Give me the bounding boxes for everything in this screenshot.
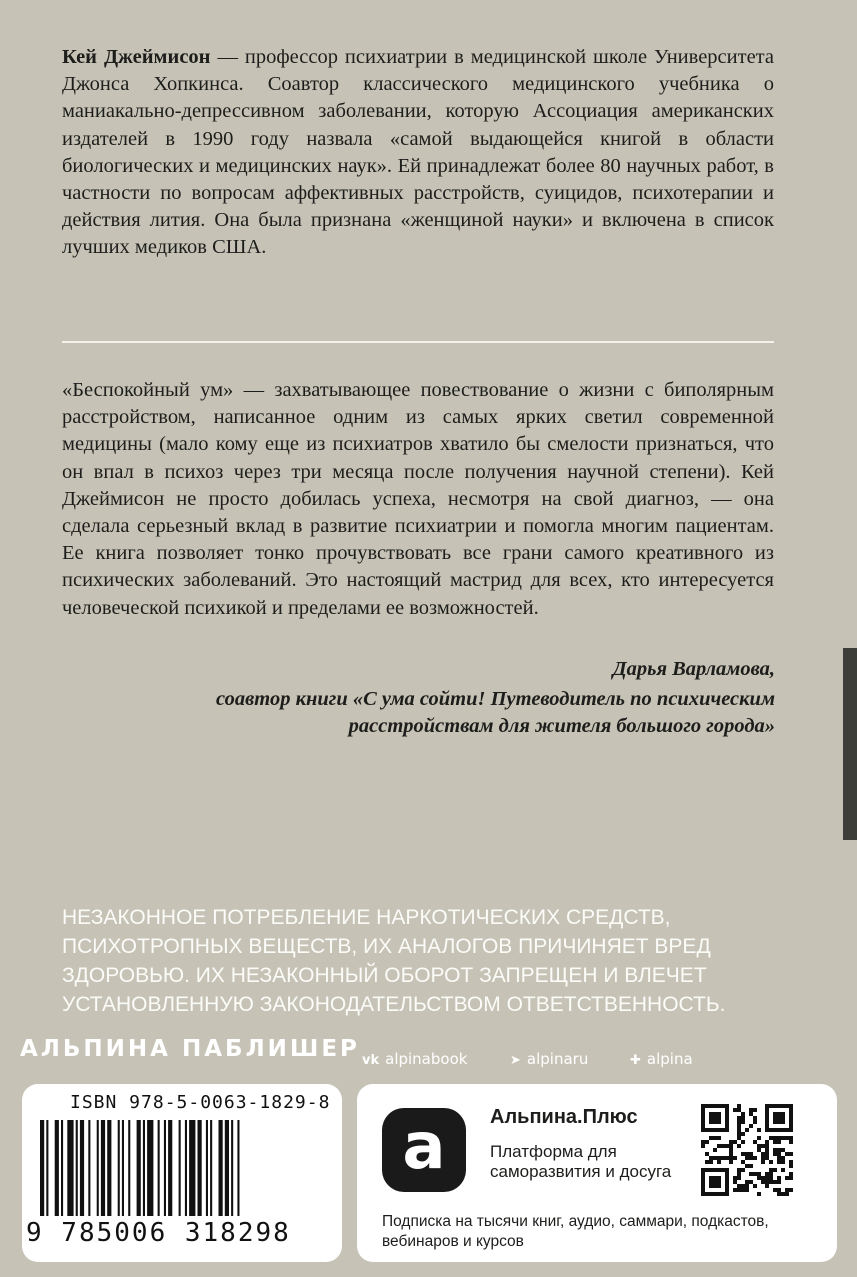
qr-module xyxy=(737,1168,741,1172)
qr-module xyxy=(745,1180,749,1184)
barcode-bar xyxy=(118,1120,120,1216)
qr-module xyxy=(745,1156,749,1160)
barcode-bar xyxy=(46,1120,48,1216)
barcode-bar xyxy=(210,1120,212,1216)
qr-module xyxy=(729,1160,733,1164)
barcode-bar xyxy=(122,1120,124,1216)
qr-module xyxy=(701,1144,705,1148)
legal-warning: НЕЗАКОННОЕ ПОТРЕБЛЕНИЕ НАРКОТИЧЕСКИХ СРЕДСТВ, ПСИХОТРОПНЫХ ВЕЩЕСТВ, ИХ АНАЛОГОВ ПРИЧИНЯЕТ ВРЕД ЗДОРОВЬЮ. ИХ НЕЗАКОННЫЙ ОБОРОТ ЗАПРЕЩЕН И ВЛЕЧЕТ УСТАНОВЛЕННУЮ ЗАКОНОДАТЕЛЬСТВОМ ОТВЕТСТВЕННОСТЬ. xyxy=(62,906,726,1016)
qr-module xyxy=(777,1180,781,1184)
qr-module xyxy=(773,1180,777,1184)
qr-module xyxy=(741,1168,745,1172)
spine-edge xyxy=(843,648,857,840)
plus-circle-icon: ✚ xyxy=(630,1053,641,1068)
qr-module xyxy=(777,1160,781,1164)
qr-module xyxy=(749,1156,753,1160)
qr-module xyxy=(741,1160,745,1164)
barcode-bar xyxy=(225,1120,229,1216)
social-alpina xyxy=(630,1050,693,1068)
qr-module xyxy=(781,1156,785,1160)
barcode-bar xyxy=(128,1120,130,1216)
qr-module xyxy=(781,1136,785,1140)
qr-module xyxy=(705,1152,709,1156)
qr-module xyxy=(737,1184,741,1188)
qr-module xyxy=(701,1140,705,1144)
barcode-bar xyxy=(80,1120,84,1216)
qr-module xyxy=(705,1140,709,1144)
qr-code-icon xyxy=(701,1104,793,1196)
qr-module xyxy=(765,1156,769,1160)
qr-module xyxy=(777,1188,781,1192)
qr-module xyxy=(777,1192,781,1196)
qr-module xyxy=(733,1180,737,1184)
barcode-bar xyxy=(137,1120,141,1216)
qr-module xyxy=(769,1172,773,1176)
qr-module xyxy=(717,1160,721,1164)
qr-module xyxy=(789,1176,793,1180)
alpina-plus-card xyxy=(357,1084,837,1262)
qr-module xyxy=(737,1136,741,1140)
qr-module xyxy=(765,1184,769,1188)
qr-module xyxy=(773,1140,777,1144)
author-bio-text: — профессор психиатрии в медицинской школе Университета Джонса Хопкинса. Соавтор классического медицинского учебника о маниакально-депрессивном заболевании, которую Ассоциация американских издателей в 1990 году назвала «самой выдающейся книгой в области биологических и медицинских наук». Ей принадлежат более 80 научных работ, в частности по вопросам аффективных расстройств, суицидов, психотерапии и действия лития. Она была признана «женщиной науки» и включена в список лучших медиков США. xyxy=(62,46,774,259)
qr-module xyxy=(741,1116,745,1120)
qr-module xyxy=(737,1116,741,1120)
qr-module xyxy=(733,1108,737,1112)
qr-module xyxy=(789,1172,793,1176)
qr-module xyxy=(713,1136,717,1140)
qr-module xyxy=(749,1152,753,1156)
qr-module xyxy=(741,1152,745,1156)
qr-module xyxy=(761,1152,765,1156)
qr-module xyxy=(773,1148,777,1152)
qr-module xyxy=(721,1144,725,1148)
qr-module xyxy=(765,1152,769,1156)
qr-module xyxy=(753,1116,757,1120)
qr-module xyxy=(705,1160,709,1164)
qr-module xyxy=(741,1132,745,1136)
qr-module xyxy=(789,1140,793,1144)
qr-module xyxy=(785,1192,789,1196)
qr-module xyxy=(761,1156,765,1160)
qr-module xyxy=(721,1156,725,1160)
qr-module xyxy=(785,1188,789,1192)
qr-module xyxy=(725,1144,729,1148)
qr-module xyxy=(777,1152,781,1156)
barcode-bar xyxy=(206,1120,208,1216)
qr-module xyxy=(737,1188,741,1192)
qr-module xyxy=(737,1172,741,1176)
barcode-bar xyxy=(40,1120,44,1216)
barcode-bar xyxy=(88,1120,90,1216)
qr-module xyxy=(741,1184,745,1188)
barcode-bar xyxy=(179,1120,181,1216)
qr-module xyxy=(773,1168,777,1172)
qr-module xyxy=(785,1176,789,1180)
qr-module xyxy=(789,1160,793,1164)
qr-module xyxy=(749,1164,753,1168)
qr-module xyxy=(765,1180,769,1184)
alpina-plus-logo: a xyxy=(382,1108,466,1192)
qr-module xyxy=(729,1152,733,1156)
author-bio xyxy=(62,44,774,262)
qr-module xyxy=(777,1176,781,1180)
social-handle: alpina xyxy=(646,1050,693,1068)
review-author: Дарья Варламова, xyxy=(612,658,775,680)
qr-module xyxy=(737,1108,741,1112)
qr-module xyxy=(777,1148,781,1152)
qr-module xyxy=(709,1160,713,1164)
qr-module xyxy=(757,1136,761,1140)
qr-module xyxy=(765,1144,769,1148)
qr-module xyxy=(717,1144,721,1148)
barcode-bar xyxy=(107,1120,111,1216)
qr-module xyxy=(729,1144,733,1148)
qr-module xyxy=(773,1136,777,1140)
qr-module xyxy=(781,1148,785,1152)
qr-module xyxy=(757,1172,761,1176)
barcode xyxy=(40,1120,330,1216)
barcode-bar xyxy=(101,1120,105,1216)
review-author-description: соавтор книги «С ума сойти! Путеводитель по психическим расстройствам для жителя большого города» xyxy=(216,688,775,737)
qr-module xyxy=(765,1140,769,1144)
qr-module xyxy=(769,1160,773,1164)
qr-module xyxy=(781,1192,785,1196)
qr-module xyxy=(737,1144,741,1148)
qr-module xyxy=(725,1156,729,1160)
qr-module xyxy=(717,1156,721,1160)
barcode-bar xyxy=(185,1120,187,1216)
qr-module xyxy=(761,1160,765,1164)
qr-module xyxy=(757,1192,761,1196)
qr-module xyxy=(709,1176,721,1188)
publisher-logo: АЛЬПИНА ПАБЛИШЕР xyxy=(20,1036,360,1062)
qr-module xyxy=(789,1164,793,1168)
social-telegram xyxy=(510,1050,588,1068)
qr-module xyxy=(729,1156,733,1160)
barcode-bar xyxy=(198,1120,202,1216)
qr-module xyxy=(757,1148,761,1152)
qr-module xyxy=(709,1136,713,1140)
qr-module xyxy=(749,1180,753,1184)
qr-module xyxy=(749,1112,753,1116)
telegram-icon: ➤ xyxy=(510,1053,521,1068)
ean-number: 9 785006 318298 xyxy=(26,1218,291,1248)
barcode-bar xyxy=(55,1120,59,1216)
qr-module xyxy=(781,1168,785,1172)
qr-module xyxy=(785,1136,789,1140)
barcode-bar xyxy=(164,1120,166,1216)
qr-module xyxy=(761,1176,765,1180)
qr-module xyxy=(729,1148,733,1152)
qr-module xyxy=(773,1152,777,1156)
qr-module xyxy=(769,1168,773,1172)
qr-module xyxy=(765,1148,769,1152)
qr-module xyxy=(733,1156,737,1160)
qr-module xyxy=(733,1140,737,1144)
qr-module xyxy=(741,1140,745,1144)
qr-module xyxy=(749,1124,753,1128)
qr-module xyxy=(753,1140,757,1144)
barcode-bar xyxy=(67,1120,73,1216)
alpina-plus-title: Альпина.Плюс xyxy=(490,1106,638,1128)
qr-module xyxy=(737,1104,741,1108)
qr-module xyxy=(745,1188,749,1192)
qr-module xyxy=(745,1184,749,1188)
qr-module xyxy=(745,1152,749,1156)
qr-module xyxy=(761,1144,765,1148)
barcode-bar xyxy=(237,1120,239,1216)
social-handle: alpinaru xyxy=(526,1050,589,1068)
qr-module xyxy=(753,1120,757,1124)
review-quote: «Беспокойный ум» — захватывающее повествование о жизни с биполярным расстройством, написанное одним из самых ярких светил современной медицины (мало кому еще из психиатров хватило бы смелости признаться, что он впал в психоз через три месяца после получения научной степени). Кей Джеймисон не просто добилась успеха, несмотря на свой диагноз, — она сделала серьезный вклад в развитие психиатрии и помогла многим пациентам. Ее книга позволяет тонко прочувствовать все грани самого креативного из психических заболеваний. Это настоящий мастрид для всех, кто интересуется человеческой психикой и пределами ее возможностей. xyxy=(62,379,774,619)
qr-module xyxy=(789,1136,793,1140)
social-handle: alpinabook xyxy=(385,1050,468,1068)
qr-module xyxy=(765,1172,769,1176)
barcode-card xyxy=(22,1084,342,1262)
qr-module xyxy=(749,1108,753,1112)
qr-module xyxy=(709,1112,721,1124)
qr-module xyxy=(717,1136,721,1140)
qr-module xyxy=(709,1156,713,1160)
qr-module xyxy=(713,1156,717,1160)
qr-module xyxy=(753,1156,757,1160)
qr-module xyxy=(769,1180,773,1184)
qr-module xyxy=(733,1176,737,1180)
qr-module xyxy=(753,1184,757,1188)
isbn-label: ISBN 978-5-0063-1829-8 xyxy=(70,1092,331,1113)
alpina-plus-note: Подписка на тысячи книг, аудио, саммари, подкастов, вебинаров и курсов xyxy=(382,1213,769,1250)
social-vk xyxy=(362,1050,467,1068)
qr-module xyxy=(741,1120,745,1124)
qr-module xyxy=(737,1132,741,1136)
vk-icon: vk xyxy=(362,1053,380,1068)
barcode-bar xyxy=(147,1120,153,1216)
qr-module xyxy=(765,1176,769,1180)
qr-module xyxy=(761,1180,765,1184)
barcode-bar xyxy=(76,1120,78,1216)
qr-module xyxy=(745,1164,749,1168)
qr-module xyxy=(749,1172,753,1176)
qr-module xyxy=(729,1140,733,1144)
qr-module xyxy=(789,1188,793,1192)
barcode-bar xyxy=(219,1120,223,1216)
qr-module xyxy=(745,1128,749,1132)
qr-module xyxy=(757,1176,761,1180)
qr-module xyxy=(777,1136,781,1140)
barcode-bar xyxy=(158,1120,160,1216)
qr-module xyxy=(741,1112,745,1116)
qr-module xyxy=(785,1152,789,1156)
qr-module xyxy=(773,1188,777,1192)
qr-module xyxy=(773,1112,785,1124)
barcode-bar xyxy=(231,1120,233,1216)
qr-module xyxy=(737,1120,741,1124)
qr-module xyxy=(713,1148,717,1152)
qr-module xyxy=(753,1108,757,1112)
qr-module xyxy=(757,1128,761,1132)
barcode-bar xyxy=(97,1120,99,1216)
qr-module xyxy=(737,1128,741,1132)
divider xyxy=(62,341,774,343)
barcode-bar xyxy=(189,1120,195,1216)
qr-module xyxy=(769,1136,773,1140)
barcode-bar xyxy=(61,1120,63,1216)
alpina-plus-tagline: Платформа для саморазвития и досуга xyxy=(490,1142,672,1181)
qr-module xyxy=(757,1144,761,1148)
author-name: Кей Джеймисон xyxy=(62,46,211,68)
qr-module xyxy=(769,1176,773,1180)
barcode-bar xyxy=(168,1120,172,1216)
qr-module xyxy=(733,1188,737,1192)
qr-module xyxy=(737,1124,741,1128)
qr-module xyxy=(777,1140,781,1144)
barcode-bar xyxy=(143,1120,145,1216)
qr-module xyxy=(781,1160,785,1164)
qr-module xyxy=(753,1172,757,1176)
qr-module xyxy=(741,1188,745,1192)
qr-module xyxy=(737,1176,741,1180)
qr-module xyxy=(777,1156,781,1160)
qr-module xyxy=(789,1152,793,1156)
